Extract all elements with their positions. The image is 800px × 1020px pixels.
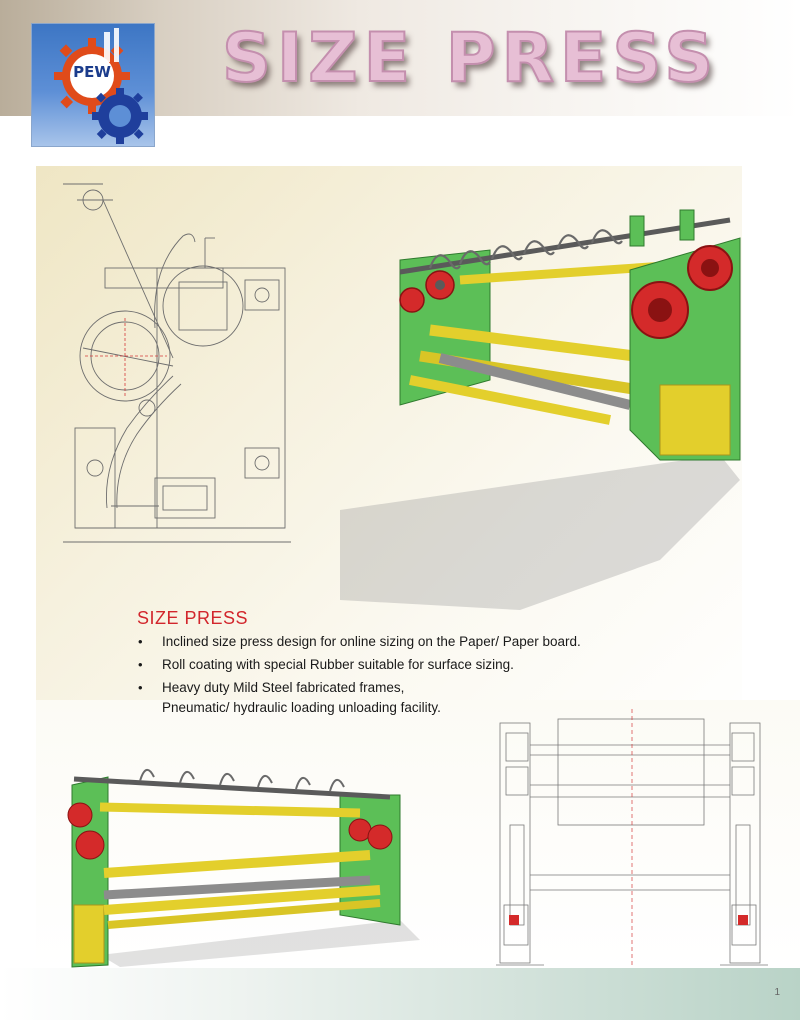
bullet-icon: •	[138, 680, 143, 695]
page-title: SIZE PRESS	[222, 19, 720, 98]
feature-text: Heavy duty Mild Steel fabricated frames,	[162, 680, 405, 695]
logo-text: PEW	[73, 63, 111, 81]
company-logo	[31, 23, 155, 147]
feature-text: Inclined size press design for online sizing on the Paper/ Paper board.	[162, 634, 581, 649]
bullet-icon: •	[138, 657, 143, 672]
section-heading: SIZE PRESS	[137, 608, 249, 628]
feature-text: Roll coating with special Rubber suitable for surface sizing.	[162, 657, 514, 672]
feature-text-continuation: Pneumatic/ hydraulic loading unloading facility.	[162, 700, 441, 715]
list-item	[136, 655, 581, 675]
size-press-3d-illustration	[300, 180, 760, 630]
front-elevation-drawing	[492, 705, 777, 970]
footer-band	[0, 968, 800, 1020]
page-number: 1	[774, 987, 780, 998]
side-elevation-drawing	[55, 178, 295, 546]
gear-logo-graphic	[32, 24, 154, 146]
list-item	[136, 632, 581, 652]
size-press-front-3d-illustration	[60, 755, 420, 970]
bullet-icon: •	[138, 634, 143, 649]
